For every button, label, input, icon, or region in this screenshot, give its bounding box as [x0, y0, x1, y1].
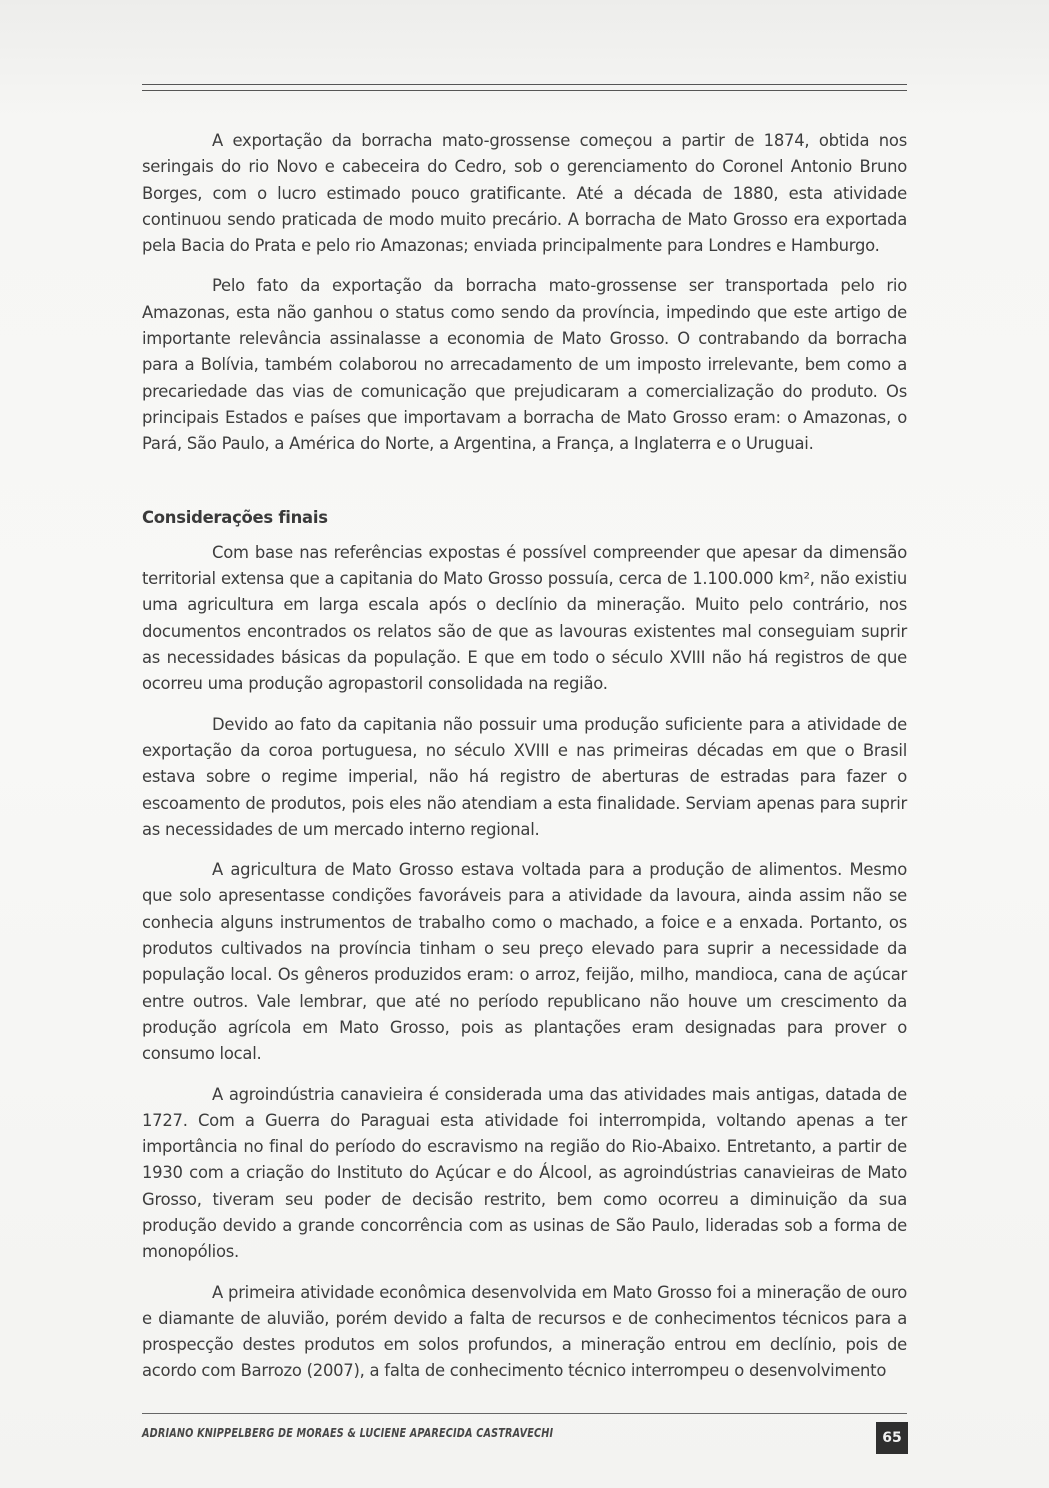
footer-authors: ADRIANO KNIPPELBERG DE MORAES & LUCIENE APARECIDA CASTRAVECHI — [142, 1425, 554, 1440]
paragraph-mining: A primeira atividade econômica desenvolvida em Mato Grosso foi a mineração de ouro e diamante de aluvião, porém devido a falta de recursos e de conhecimentos técnicos para a prospecção destes produtos em solos profundos, a mineração entrou em declínio, pois de acordo com Barrozo (2007), a falta de conhecimento técnico interrompeu o desenvolvimento — [142, 1282, 907, 1381]
paragraph-agriculture: A agricultura de Mato Grosso estava voltada para a produção de alimentos. Mesmo que solo apresentasse condições favoráveis para a atividade da lavoura, ainda assim não se conhecia alguns instrumentos de trabalho como o machado, a foice e a enxada. Portanto, os produtos cultivados na província tinham o seu preço elevado para suprir a necessidade da população local. Os gêneros produzidos eram: o arroz, feijão, milho, mandioca, cana de açúcar entre outros. Vale lembrar, que até no período republicano não houve um crescimento da produção agrícola em Mato Grosso, pois as plantações eram designadas para prover o consumo local. — [142, 860, 907, 1064]
paragraph-territory: Com base nas referências expostas é possível compreender que apesar da dimensão territorial extensa que a capitania do Mato Grosso possuía, cerca de 1.100.000 km², não existiu uma agricultura em larga escala após o declínio da mineração. Muito pelo contrário, nos documentos encontrados os relatos são de que as lavouras existentes mal conseguiam suprir as necessidades básicas da população. E que em todo o século XVIII não há registros de que ocorreu uma produção agropastoril consolidada na região. — [142, 542, 907, 694]
page-number-badge — [876, 1422, 908, 1454]
paragraph-rubber-export: A exportação da borracha mato-grossense começou a partir de 1874, obtida nos seringais do rio Novo e cabeceira do Cedro, sob o gerenciamento do Coronel Antonio Bruno Borges, com o lucro estimado pouco gratificante. Até a década de 1880, esta atividade continuou sendo praticada de modo muito precário. A borracha de Mato Grosso era exportada pela Bacia do Prata e pelo rio Amazonas; enviada principalmente para Londres e Hamburgo. — [142, 131, 907, 256]
paragraph-sugarcane: A agroindústria canavieira é considerada uma das atividades mais antigas, datada de 1727. Com a Guerra do Paraguai esta atividade foi interrompida, voltando apenas a ter importância no final do período do escravismo na região do Rio-Abaixo. Entretanto, a partir de 1930 com a criação do Instituto do Açúcar e do Álcool, as agroindústrias canavieiras de Mato Grosso, tiveram seu poder de decisão restrito, bem como ocorreu a diminuição da sua produção devido a grande concorrência com as usinas de São Paulo, lideradas sob a forma de monopólios. — [142, 1084, 907, 1262]
header-double-rule — [142, 84, 907, 91]
section-heading: Considerações finais — [142, 507, 328, 527]
footer-rule — [142, 1413, 907, 1414]
paragraph-roads: Devido ao fato da capitania não possuir uma produção suficiente para a atividade de exportação da coroa portuguesa, no século XVIII e nas primeiras décadas em que o Brasil estava sobre o regime imperial, não há registro de aberturas de estradas para fazer o escoamento de produtos, pois eles não atendiam a esta finalidade. Serviam apenas para suprir as necessidades de um mercado interno regional. — [142, 714, 907, 839]
paragraph-rubber-smuggling: Pelo fato da exportação da borracha mato-grossense ser transportada pelo rio Amazonas, esta não ganhou o status como sendo da província, impedindo que este artigo de importante relevância assinalasse a economia de Mato Grosso. O contrabando da borracha para a Bolívia, também colaborou no arrecadamento de um imposto irrelevante, bem como a precariedade das vias de comunicação que prejudicaram a comercialização do produto. Os principais Estados e países que importavam a borracha de Mato Grosso eram: o Amazonas, o Pará, São Paulo, a América do Norte, a Argentina, a França, a Inglaterra e o Uruguai. — [142, 276, 907, 454]
page-number: 65 — [882, 1430, 902, 1446]
page-body — [142, 128, 907, 1399]
